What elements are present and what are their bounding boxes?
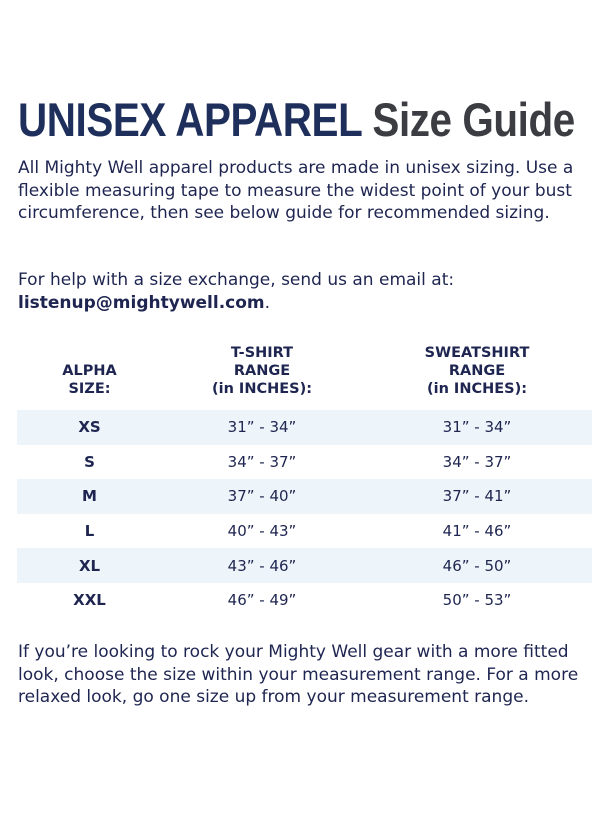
header-sweatshirt-range: SWEATSHIRT RANGE (in INCHES): bbox=[424, 345, 530, 397]
size-cell: XS bbox=[17, 410, 162, 445]
sweatshirt-range-cell: 31” - 34” bbox=[362, 410, 592, 445]
email-period: . bbox=[264, 292, 271, 313]
tshirt-range-cell: 40” - 43” bbox=[227, 522, 297, 541]
sweatshirt-range-cell: 50” - 53” bbox=[442, 591, 512, 610]
table-row bbox=[17, 514, 592, 549]
table-row bbox=[17, 548, 592, 583]
sweatshirt-range-cell: 46” - 50” bbox=[362, 548, 592, 583]
help-paragraph bbox=[18, 269, 603, 314]
table-row bbox=[17, 445, 592, 480]
table-row bbox=[17, 583, 592, 618]
tshirt-range-cell: 31” - 34” bbox=[162, 410, 362, 445]
size-cell: XL bbox=[17, 548, 162, 583]
help-text: For help with a size exchange, send us an email at: bbox=[18, 270, 455, 290]
email-link[interactable]: listenup@mightywell.com bbox=[18, 292, 265, 313]
tshirt-range-cell: 46” - 49” bbox=[227, 591, 297, 610]
sweatshirt-range-cell: 41” - 46” bbox=[442, 522, 512, 541]
intro-paragraph: All Mighty Well apparel products are made in unisex sizing. Use a flexible measuring tape to measure the widest point of your bust circumference, then see below guide for recommended sizing. bbox=[18, 158, 574, 223]
size-cell: M bbox=[17, 479, 162, 514]
table-row bbox=[17, 410, 592, 445]
page-title bbox=[18, 92, 575, 148]
header-alpha-size: ALPHA SIZE: bbox=[62, 363, 117, 397]
header-tshirt-range: T-SHIRT RANGE (in INCHES): bbox=[211, 345, 313, 397]
fit-note-paragraph: If you’re looking to rock your Mighty Well gear with a more fitted look, choose the size within your measurement range. For a more relaxed look, go one size up from your measurement range. bbox=[18, 642, 579, 707]
size-table bbox=[17, 340, 592, 618]
tshirt-range-cell: 37” - 40” bbox=[162, 479, 362, 514]
title-strong: UNISEX APPAREL bbox=[18, 93, 362, 146]
table-row bbox=[17, 479, 592, 514]
title-light: Size Guide bbox=[372, 93, 575, 146]
sweatshirt-range-cell: 37” - 41” bbox=[362, 479, 592, 514]
tshirt-range-cell: 34” - 37” bbox=[227, 452, 297, 471]
tshirt-range-cell: 43” - 46” bbox=[162, 548, 362, 583]
size-cell: XXL bbox=[73, 591, 106, 610]
size-cell: S bbox=[84, 452, 95, 471]
size-cell: L bbox=[84, 522, 95, 541]
table-header-row bbox=[17, 340, 592, 410]
sweatshirt-range-cell: 34” - 37” bbox=[442, 452, 512, 471]
